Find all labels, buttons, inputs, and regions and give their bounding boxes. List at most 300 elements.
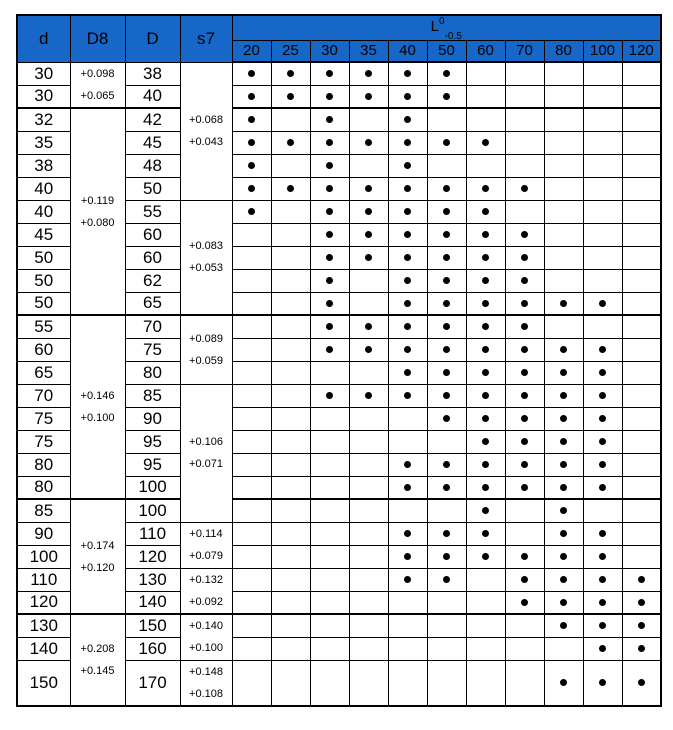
length-availability-cell — [622, 269, 661, 292]
length-availability-cell — [583, 246, 622, 269]
length-availability-cell — [271, 292, 310, 315]
length-availability-cell — [427, 315, 466, 338]
availability-dot — [248, 208, 255, 215]
length-availability-cell — [505, 131, 544, 154]
bore-diameter-cell: 80 — [17, 476, 70, 499]
availability-dot — [404, 369, 411, 376]
outer-diameter-cell: 48 — [125, 154, 180, 177]
length-availability-cell — [583, 269, 622, 292]
length-availability-cell — [232, 591, 271, 614]
length-availability-cell — [349, 591, 388, 614]
length-availability-cell — [310, 200, 349, 223]
length-availability-cell — [271, 522, 310, 545]
availability-dot — [326, 93, 333, 100]
availability-dot — [482, 438, 489, 445]
length-availability-cell — [388, 430, 427, 453]
length-availability-cell — [388, 154, 427, 177]
bearing-size-spec-table — [16, 14, 662, 707]
table-row — [17, 614, 661, 637]
length-availability-cell — [388, 407, 427, 430]
table-row — [17, 499, 661, 522]
availability-dot — [404, 576, 411, 583]
availability-dot — [404, 530, 411, 537]
s7-tolerance-cell-line: +0.140 — [189, 620, 223, 633]
availability-dot — [521, 254, 528, 261]
length-availability-cell — [466, 614, 505, 637]
d8-tolerance-cell — [70, 614, 125, 706]
availability-dot — [287, 93, 294, 100]
s7-tolerance-cell-line: +0.059 — [189, 354, 223, 367]
length-availability-cell — [622, 108, 661, 131]
length-availability-cell — [349, 568, 388, 591]
table-body — [17, 62, 661, 706]
length-availability-cell — [544, 591, 583, 614]
length-availability-cell — [427, 62, 466, 85]
length-header-100: 100 — [583, 40, 622, 62]
outer-diameter-cell: 95 — [125, 453, 180, 476]
length-header-80: 80 — [544, 40, 583, 62]
availability-dot — [443, 185, 450, 192]
d8-tolerance-cell — [70, 315, 125, 499]
length-availability-cell — [427, 545, 466, 568]
availability-dot — [404, 461, 411, 468]
length-availability-cell — [544, 338, 583, 361]
length-availability-cell — [349, 384, 388, 407]
length-availability-cell — [271, 246, 310, 269]
length-availability-cell — [427, 384, 466, 407]
d8-tolerance-cell — [70, 62, 125, 108]
length-availability-cell — [544, 660, 583, 706]
availability-dot — [482, 208, 489, 215]
length-availability-cell — [583, 292, 622, 315]
length-availability-cell — [505, 85, 544, 108]
length-availability-cell — [622, 223, 661, 246]
length-header-25: 25 — [271, 40, 310, 62]
length-availability-cell — [271, 85, 310, 108]
length-availability-cell — [622, 614, 661, 637]
availability-dot — [560, 346, 567, 353]
length-availability-cell — [466, 315, 505, 338]
length-availability-cell — [583, 637, 622, 660]
length-availability-cell — [310, 545, 349, 568]
availability-dot — [521, 438, 528, 445]
length-availability-cell — [427, 85, 466, 108]
length-availability-cell — [505, 591, 544, 614]
availability-dot — [404, 553, 411, 560]
outer-diameter-cell: 38 — [125, 62, 180, 85]
length-availability-cell — [466, 476, 505, 499]
length-availability-cell — [271, 591, 310, 614]
s7-tolerance-cell — [180, 315, 232, 384]
length-availability-cell — [544, 131, 583, 154]
length-availability-cell — [232, 660, 271, 706]
length-availability-cell — [544, 522, 583, 545]
length-availability-cell — [583, 177, 622, 200]
availability-dot — [326, 162, 333, 169]
length-availability-cell — [427, 338, 466, 361]
length-availability-cell — [544, 315, 583, 338]
availability-dot — [521, 369, 528, 376]
bore-diameter-cell: 85 — [17, 499, 70, 522]
length-availability-cell — [622, 246, 661, 269]
bore-diameter-cell: 30 — [17, 62, 70, 85]
bore-diameter-cell: 50 — [17, 246, 70, 269]
availability-dot — [638, 679, 645, 686]
length-availability-cell — [622, 154, 661, 177]
d8-tolerance-cell-line: +0.174 — [80, 539, 115, 552]
length-availability-cell — [466, 384, 505, 407]
length-availability-cell — [505, 200, 544, 223]
availability-dot — [443, 392, 450, 399]
length-availability-cell — [388, 545, 427, 568]
length-availability-cell — [232, 476, 271, 499]
availability-dot — [365, 185, 372, 192]
length-availability-cell — [388, 85, 427, 108]
availability-dot — [560, 300, 567, 307]
availability-dot — [599, 369, 606, 376]
availability-dot — [443, 231, 450, 238]
outer-diameter-cell: 80 — [125, 361, 180, 384]
length-availability-cell — [349, 545, 388, 568]
availability-dot — [599, 530, 606, 537]
length-availability-cell — [232, 545, 271, 568]
availability-dot — [482, 231, 489, 238]
length-availability-cell — [466, 591, 505, 614]
availability-dot — [521, 415, 528, 422]
length-availability-cell — [427, 660, 466, 706]
length-availability-cell — [583, 338, 622, 361]
availability-dot — [599, 392, 606, 399]
length-availability-cell — [583, 384, 622, 407]
availability-dot — [365, 323, 372, 330]
length-availability-cell — [505, 246, 544, 269]
outer-diameter-cell: 100 — [125, 476, 180, 499]
outer-diameter-cell: 62 — [125, 269, 180, 292]
length-availability-cell — [583, 315, 622, 338]
length-availability-cell — [232, 637, 271, 660]
bore-diameter-cell: 140 — [17, 637, 70, 660]
length-availability-cell — [310, 499, 349, 522]
availability-dot — [443, 300, 450, 307]
length-availability-cell — [466, 338, 505, 361]
length-availability-cell — [310, 269, 349, 292]
length-availability-cell — [349, 200, 388, 223]
availability-dot — [326, 277, 333, 284]
length-availability-cell — [544, 223, 583, 246]
bore-diameter-cell: 60 — [17, 338, 70, 361]
length-availability-cell — [232, 223, 271, 246]
availability-dot — [404, 116, 411, 123]
length-availability-cell — [466, 269, 505, 292]
length-availability-cell — [622, 545, 661, 568]
outer-diameter-cell: 55 — [125, 200, 180, 223]
availability-dot — [482, 346, 489, 353]
outer-diameter-cell: 90 — [125, 407, 180, 430]
availability-dot — [248, 162, 255, 169]
length-availability-cell — [310, 361, 349, 384]
availability-dot — [248, 116, 255, 123]
length-availability-cell — [349, 476, 388, 499]
availability-dot — [560, 415, 567, 422]
availability-dot — [560, 530, 567, 537]
length-availability-cell — [466, 545, 505, 568]
length-availability-cell — [583, 499, 622, 522]
length-availability-cell — [622, 315, 661, 338]
length-availability-cell — [583, 200, 622, 223]
availability-dot — [404, 484, 411, 491]
length-availability-cell — [310, 407, 349, 430]
availability-dot — [365, 346, 372, 353]
header-row-main — [17, 15, 661, 40]
availability-dot — [482, 323, 489, 330]
availability-dot — [326, 70, 333, 77]
bore-diameter-cell: 35 — [17, 131, 70, 154]
availability-dot — [521, 599, 528, 606]
length-availability-cell — [310, 108, 349, 131]
length-availability-cell — [232, 614, 271, 637]
outer-diameter-cell: 70 — [125, 315, 180, 338]
availability-dot — [365, 231, 372, 238]
availability-dot — [521, 461, 528, 468]
outer-diameter-cell: 170 — [125, 660, 180, 706]
outer-diameter-cell: 95 — [125, 430, 180, 453]
length-availability-cell — [622, 476, 661, 499]
length-availability-cell — [466, 108, 505, 131]
length-availability-cell — [271, 660, 310, 706]
availability-dot — [443, 208, 450, 215]
length-availability-cell — [232, 430, 271, 453]
length-availability-cell — [232, 453, 271, 476]
availability-dot — [599, 645, 606, 652]
length-availability-cell — [544, 361, 583, 384]
bore-diameter-cell: 50 — [17, 292, 70, 315]
length-availability-cell — [505, 384, 544, 407]
length-availability-cell — [622, 131, 661, 154]
length-availability-cell — [232, 361, 271, 384]
availability-dot — [326, 254, 333, 261]
length-availability-cell — [583, 154, 622, 177]
availability-dot — [521, 185, 528, 192]
availability-dot — [443, 254, 450, 261]
availability-dot — [404, 185, 411, 192]
outer-diameter-cell: 85 — [125, 384, 180, 407]
length-availability-cell — [427, 223, 466, 246]
outer-diameter-cell: 50 — [125, 177, 180, 200]
length-availability-cell — [427, 476, 466, 499]
length-availability-cell — [349, 131, 388, 154]
bore-diameter-cell: 110 — [17, 568, 70, 591]
length-availability-cell — [349, 246, 388, 269]
length-availability-cell — [310, 637, 349, 660]
availability-dot — [443, 346, 450, 353]
length-availability-cell — [583, 131, 622, 154]
length-availability-cell — [583, 108, 622, 131]
length-availability-cell — [427, 177, 466, 200]
length-availability-cell — [544, 62, 583, 85]
availability-dot — [326, 346, 333, 353]
availability-dot — [326, 139, 333, 146]
length-availability-cell — [388, 522, 427, 545]
length-availability-cell — [427, 361, 466, 384]
s7-tolerance-cell-line: +0.083 — [189, 240, 223, 253]
length-availability-cell — [271, 200, 310, 223]
length-availability-cell — [583, 614, 622, 637]
length-header-20: 20 — [232, 40, 271, 62]
length-availability-cell — [349, 453, 388, 476]
availability-dot — [365, 139, 372, 146]
length-availability-cell — [349, 499, 388, 522]
length-availability-cell — [622, 384, 661, 407]
length-availability-cell — [388, 200, 427, 223]
length-availability-cell — [505, 223, 544, 246]
s7-tolerance-cell — [180, 62, 232, 200]
length-availability-cell — [622, 407, 661, 430]
availability-dot — [521, 300, 528, 307]
length-availability-cell — [232, 292, 271, 315]
length-availability-cell — [427, 430, 466, 453]
outer-diameter-cell: 65 — [125, 292, 180, 315]
d8-tolerance-cell-line: +0.098 — [80, 67, 115, 80]
column-header-D: D — [125, 15, 180, 62]
length-availability-cell — [427, 614, 466, 637]
length-availability-cell — [622, 361, 661, 384]
length-availability-cell — [622, 499, 661, 522]
outer-diameter-cell: 75 — [125, 338, 180, 361]
length-lower-tolerance: -0.5 — [444, 31, 462, 40]
length-header-40: 40 — [388, 40, 427, 62]
bore-diameter-cell: 75 — [17, 407, 70, 430]
length-availability-cell — [505, 545, 544, 568]
length-availability-cell — [544, 545, 583, 568]
length-availability-cell — [505, 108, 544, 131]
availability-dot — [326, 300, 333, 307]
availability-dot — [560, 679, 567, 686]
availability-dot — [248, 70, 255, 77]
length-availability-cell — [622, 292, 661, 315]
s7-tolerance-cell — [180, 568, 232, 614]
length-availability-cell — [622, 200, 661, 223]
length-availability-cell — [427, 246, 466, 269]
column-header-s7: s7 — [180, 15, 232, 62]
s7-tolerance-cell — [180, 384, 232, 522]
length-availability-cell — [349, 614, 388, 637]
d8-tolerance-cell-line: +0.208 — [80, 642, 115, 655]
length-availability-cell — [427, 568, 466, 591]
availability-dot — [482, 553, 489, 560]
column-header-length-tolerance — [232, 15, 661, 40]
availability-dot — [521, 576, 528, 583]
availability-dot — [404, 93, 411, 100]
length-availability-cell — [310, 453, 349, 476]
length-availability-cell — [310, 177, 349, 200]
length-availability-cell — [310, 522, 349, 545]
length-availability-cell — [388, 660, 427, 706]
length-availability-cell — [349, 292, 388, 315]
length-availability-cell — [466, 361, 505, 384]
length-availability-cell — [544, 177, 583, 200]
availability-dot — [287, 139, 294, 146]
length-availability-cell — [310, 568, 349, 591]
bore-diameter-cell: 130 — [17, 614, 70, 637]
length-availability-cell — [466, 223, 505, 246]
availability-dot — [599, 346, 606, 353]
length-availability-cell — [271, 637, 310, 660]
length-availability-cell — [349, 108, 388, 131]
availability-dot — [443, 553, 450, 560]
length-availability-cell — [583, 453, 622, 476]
availability-dot — [482, 369, 489, 376]
availability-dot — [248, 93, 255, 100]
length-availability-cell — [505, 453, 544, 476]
length-availability-cell — [232, 315, 271, 338]
length-availability-cell — [544, 108, 583, 131]
bore-diameter-cell: 70 — [17, 384, 70, 407]
availability-dot — [443, 530, 450, 537]
availability-dot — [287, 70, 294, 77]
length-availability-cell — [388, 361, 427, 384]
availability-dot — [521, 553, 528, 560]
availability-dot — [482, 185, 489, 192]
availability-dot — [599, 438, 606, 445]
availability-dot — [365, 254, 372, 261]
availability-dot — [404, 70, 411, 77]
availability-dot — [443, 576, 450, 583]
length-availability-cell — [310, 292, 349, 315]
availability-dot — [404, 392, 411, 399]
availability-dot — [365, 392, 372, 399]
length-availability-cell — [544, 269, 583, 292]
availability-dot — [365, 93, 372, 100]
availability-dot — [404, 162, 411, 169]
s7-tolerance-cell-line: +0.114 — [189, 528, 223, 540]
length-availability-cell — [427, 637, 466, 660]
length-availability-cell — [427, 522, 466, 545]
length-availability-cell — [271, 384, 310, 407]
length-availability-cell — [271, 315, 310, 338]
length-availability-cell — [622, 338, 661, 361]
length-availability-cell — [388, 315, 427, 338]
availability-dot — [443, 461, 450, 468]
availability-dot — [560, 553, 567, 560]
length-availability-cell — [310, 476, 349, 499]
length-availability-cell — [466, 246, 505, 269]
length-availability-cell — [232, 246, 271, 269]
length-availability-cell — [232, 568, 271, 591]
length-availability-cell — [622, 85, 661, 108]
s7-tolerance-cell-line: +0.089 — [189, 332, 223, 345]
length-availability-cell — [388, 499, 427, 522]
outer-diameter-cell: 45 — [125, 131, 180, 154]
length-availability-cell — [622, 62, 661, 85]
length-availability-cell — [271, 499, 310, 522]
length-availability-cell — [505, 361, 544, 384]
s7-tolerance-cell — [180, 660, 232, 706]
availability-dot — [482, 530, 489, 537]
outer-diameter-cell: 42 — [125, 108, 180, 131]
availability-dot — [638, 599, 645, 606]
availability-dot — [560, 507, 567, 514]
bore-diameter-cell: 30 — [17, 85, 70, 108]
availability-dot — [443, 369, 450, 376]
length-availability-cell — [271, 269, 310, 292]
bore-diameter-cell: 38 — [17, 154, 70, 177]
d8-tolerance-cell-line: +0.100 — [80, 412, 115, 424]
availability-dot — [287, 185, 294, 192]
length-availability-cell — [622, 568, 661, 591]
length-availability-cell — [388, 108, 427, 131]
availability-dot — [443, 139, 450, 146]
availability-dot — [482, 484, 489, 491]
